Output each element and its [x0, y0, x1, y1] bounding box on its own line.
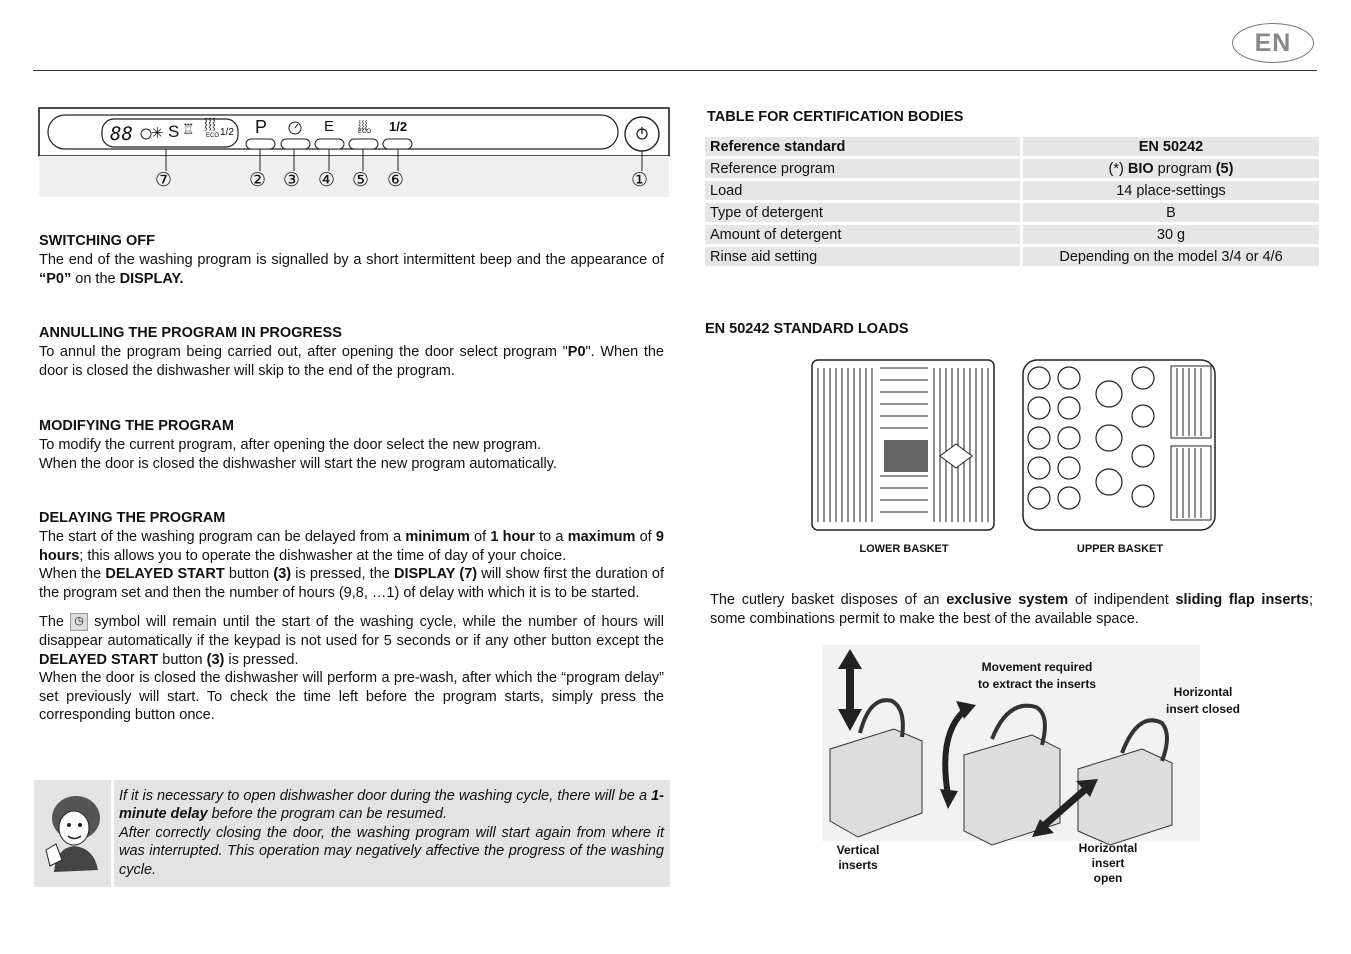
callout-4: ④	[318, 170, 336, 191]
control-panel-figure	[38, 105, 670, 197]
half-key-label: 1/2	[389, 119, 408, 134]
program-p-label: P	[255, 117, 268, 137]
caption-horizontal-closed: Horizontal insert closed	[1165, 685, 1241, 716]
delaying-title: DELAYING THE PROGRAM	[39, 510, 226, 526]
eco-key-eco-label: ECO	[358, 129, 372, 135]
delay-clock-icon: ◷	[70, 613, 88, 631]
delaying-para-2: When the DELAYED START button (3) is pressed, the DISPLAY (7) will show first the duration of the program set and then the number of hours (9,8, …1) of delay with which it is to be started.	[39, 566, 665, 601]
panel-symbols-icon: ✳	[151, 125, 164, 142]
eco-key-steam-icon: ⸾⸾⸾	[358, 120, 368, 130]
delaying-para-3: The ◷ symbol will remain until the start of the washing cycle, while the number of hours will disappear automatically if the keypad is not used for 5 seconds or if any other button except the DELAYED START button (3) is pressed.	[39, 614, 664, 668]
rinse-aid-icon: ♖	[182, 121, 195, 137]
annulling-title: ANNULLING THE PROGRAM IN PROGRESS	[39, 325, 342, 341]
cert-title: TABLE FOR CERTIFICATION BODIES	[707, 109, 964, 125]
callout-3: ③	[283, 170, 301, 191]
caption-vertical-inserts: Vertical inserts	[836, 843, 880, 872]
callout-1: ①	[631, 170, 649, 191]
cert-table	[702, 134, 1322, 269]
display-digits: 88	[110, 123, 133, 145]
lower-basket-caption: LOWER BASKET	[859, 543, 949, 555]
table-row: Reference program (*) BIO program (5)	[705, 159, 1319, 178]
half-load-label: 1/2	[220, 127, 234, 138]
caption-movement: Movement required to extract the inserts	[977, 660, 1097, 691]
table-row: Load 14 place-settings	[705, 181, 1319, 200]
eco-key-label: E	[324, 118, 335, 135]
lower-basket-drawing	[810, 356, 996, 536]
caption-horizontal-open: Horizontal insert open	[1078, 841, 1138, 885]
callout-5: ⑤	[352, 170, 370, 191]
upper-basket-caption: UPPER BASKET	[1076, 543, 1164, 555]
table-row: Type of detergent B	[705, 203, 1319, 222]
upper-basket-drawing	[1021, 356, 1217, 536]
table-row: Reference standard EN 50242	[705, 137, 1319, 156]
note-icon-box	[34, 780, 111, 887]
note-box	[114, 780, 670, 887]
annulling-text: To annul the program being carried out, after opening the door select program "P0". When the door is closed the dishwasher will skip to the end of the program.	[39, 344, 664, 379]
salt-icon: S	[168, 122, 180, 141]
callout-2: ②	[249, 170, 267, 191]
switching-off-title: SWITCHING OFF	[39, 233, 155, 249]
eco-steam-icon: ⸾⸾⸾	[204, 118, 216, 130]
delaying-para-4: When the door is closed the dishwasher will perform a pre-wash, after which the “program delay” set previously will start. To check the time left before the program starts, simply press the corresponding button once.	[39, 670, 664, 724]
switching-off-text: The end of the washing program is signalled by a short intermittent beep and the appearance of “P0” on the DISPLAY.	[39, 252, 664, 287]
lower-basket-figure	[810, 356, 996, 536]
cutlery-text: The cutlery basket disposes of an exclusive system of indipendent sliding flap inserts; some combinations permit to make the best of the available space.	[710, 592, 1313, 627]
note-text: If it is necessary to open dishwasher door during the washing cycle, there will be a 1-minute delay before the program can be resumed. After correctly closing the door, the washing program will start again from where it was interrupted. This operation may negatively affective the progress of the washing cycle.	[119, 788, 664, 878]
delaying-para-1: The start of the washing program can be delayed from a minimum of 1 hour to a maximum of 9 hours; this allows you to operate the dishwasher at the time of day of your choice.	[39, 529, 664, 564]
language-badge: EN	[1232, 23, 1314, 63]
lady-mascot-icon	[34, 780, 111, 887]
delaying-text	[39, 528, 664, 725]
header-rule	[33, 70, 1317, 71]
eco-label: ECO	[206, 133, 220, 139]
table-row: Amount of detergent 30 g	[705, 225, 1319, 244]
callout-7: ⑦	[155, 170, 173, 191]
callout-6: ⑥	[387, 170, 405, 191]
loads-title: EN 50242 STANDARD LOADS	[705, 321, 909, 337]
upper-basket-figure	[1021, 356, 1217, 536]
modifying-title: MODIFYING THE PROGRAM	[39, 418, 234, 434]
modifying-text: To modify the current program, after opening the door select the new program. When the door is closed the dishwasher will start the new program automatically.	[39, 437, 557, 472]
table-row: Rinse aid setting Depending on the model 3/4 or 4/6	[705, 247, 1319, 266]
